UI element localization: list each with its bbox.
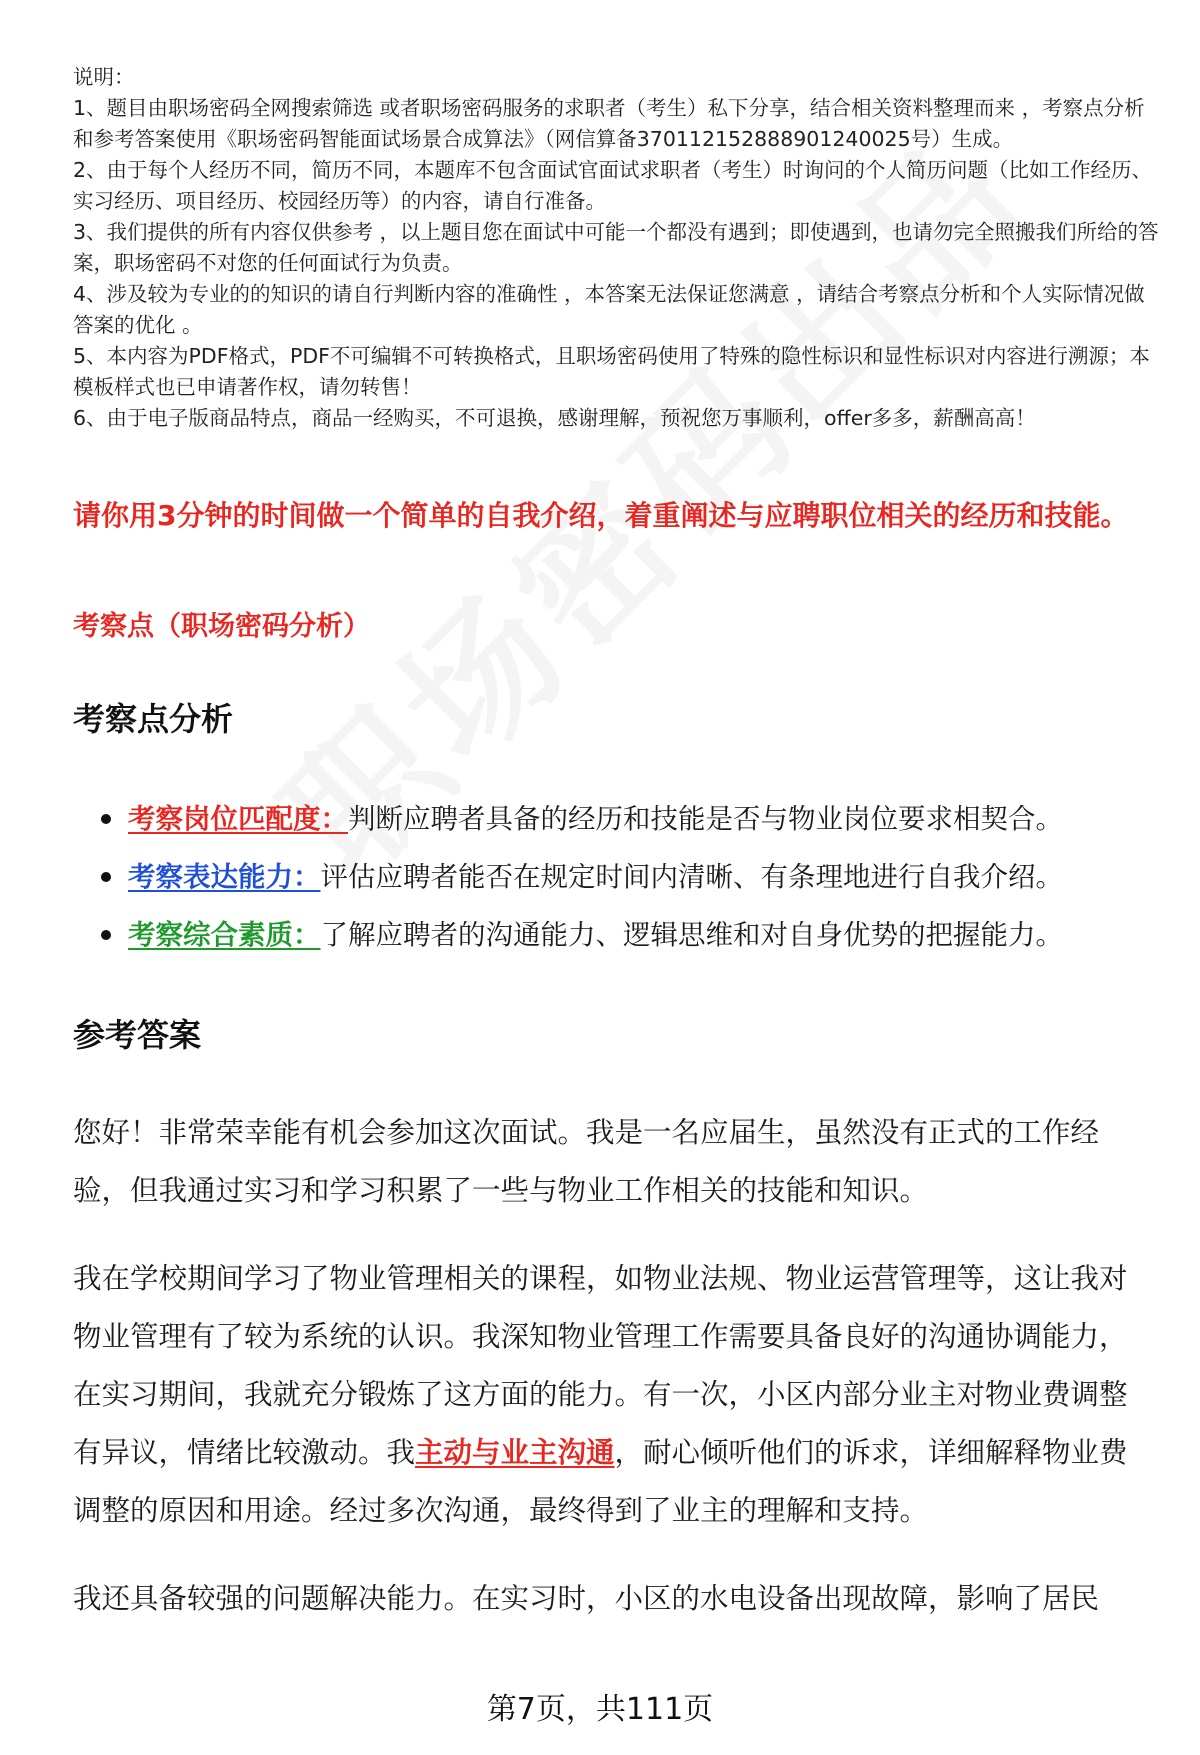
answer-paragraph-1: 您好！非常荣幸能有机会参加这次面试。我是一名应届生，虽然没有正式的工作经验，但我通过实习和学习积累了一些与物业工作相关的技能和知识。	[73, 1116, 1100, 1207]
notes-line-2: 2、由于每个人经历不同，简历不同，本题库不包含面试官面试求职者（考生）时询问的个人简历问题（比如工作经历、实习经历、项目经历、校园经历等）的内容，请自行准备。	[73, 158, 1153, 213]
notes-line-1: 1、题目由职场密码全网搜索筛选 或者职场密码服务的求职者（考生）私下分享，结合相关资料整理而来 ，考察点分析和参考答案使用《职场密码智能面试场景合成算法》（网信算备370112152888901240025号）生成。	[73, 96, 1145, 151]
answer-paragraph-3: 我还具备较强的问题解决能力。在实习时，小区的水电设备出现故障，影响了居民	[73, 1582, 1100, 1615]
answer-heading: 参考答案	[73, 1016, 202, 1054]
analysis-item	[95, 848, 1165, 906]
notes-line-5: 5、本内容为PDF格式，PDF不可编辑不可转换格式，且职场密码使用了特殊的隐性标识和显性标识对内容进行溯源；本模板样式也已申请著作权，请勿转售！	[73, 344, 1150, 399]
notes-line-4: 4、涉及较为专业的的知识的请自行判断内容的准确性 ，本答案无法保证您满意 ，请结合考察点分析和个人实际情况做答案的优化 。	[73, 282, 1145, 337]
notes-title: 说明：	[73, 65, 135, 89]
answer-p2-after: ，耐心倾听他们的诉求，详细解释物业费调整的原因和用途。经过多次沟通，最终得到了业主的理解和支持。	[73, 1436, 1128, 1527]
question-text: 请你用3分钟的时间做一个简单的自我介绍，着重阐述与应聘职位相关的经历和技能。	[73, 499, 1129, 532]
analysis-item-text: 了解应聘者的沟通能力、逻辑思维和对自身优势的把握能力。	[320, 919, 1063, 951]
notes-section	[73, 62, 1163, 434]
analysis-item-label: 考察表达能力：	[128, 861, 321, 893]
analysis-item-label: 考察综合素质：	[128, 919, 321, 951]
bullet-icon	[101, 872, 111, 882]
answer-p2-before: 我在学校期间学习了物业管理相关的课程，如物业法规、物业运营管理等，这让我对物业管理有了较为系统的认识。我深知物业管理工作需要具备良好的沟通协调能力，在实习期间，我就充分锻炼了这方面的能力。有一次，小区内部分业主对物业费调整有异议，情绪比较激动。我	[73, 1262, 1128, 1469]
analysis-heading: 考察点分析	[73, 700, 234, 738]
analysis-item	[95, 790, 1165, 848]
analysis-item	[95, 906, 1165, 964]
answer-highlight: 主动与业主沟通	[415, 1436, 615, 1469]
notes-line-6: 6、由于电子版商品特点，商品一经购买，不可退换，感谢理解，预祝您万事顺利，offer多多，薪酬高高！	[73, 406, 1036, 430]
answer-paragraph-2	[73, 1250, 1153, 1540]
analysis-item-text: 判断应聘者具备的经历和技能是否与物业岗位要求相契合。	[348, 803, 1063, 835]
examination-point-label: 考察点（职场密码分析）	[73, 611, 370, 642]
bullet-icon	[101, 814, 111, 824]
bullet-icon	[101, 930, 111, 940]
analysis-item-text: 评估应聘者能否在规定时间内清晰、有条理地进行自我介绍。	[320, 861, 1063, 893]
answer-body	[73, 1104, 1153, 1658]
page-number: 第7页，共111页	[486, 1692, 714, 1727]
analysis-list	[95, 790, 1165, 964]
notes-line-3: 3、我们提供的所有内容仅供参考 ，以上题目您在面试中可能一个都没有遇到；即使遇到，也请勿完全照搬我们所给的答案，职场密码不对您的任何面试行为负责。	[73, 220, 1159, 275]
analysis-item-label: 考察岗位匹配度：	[128, 803, 348, 835]
